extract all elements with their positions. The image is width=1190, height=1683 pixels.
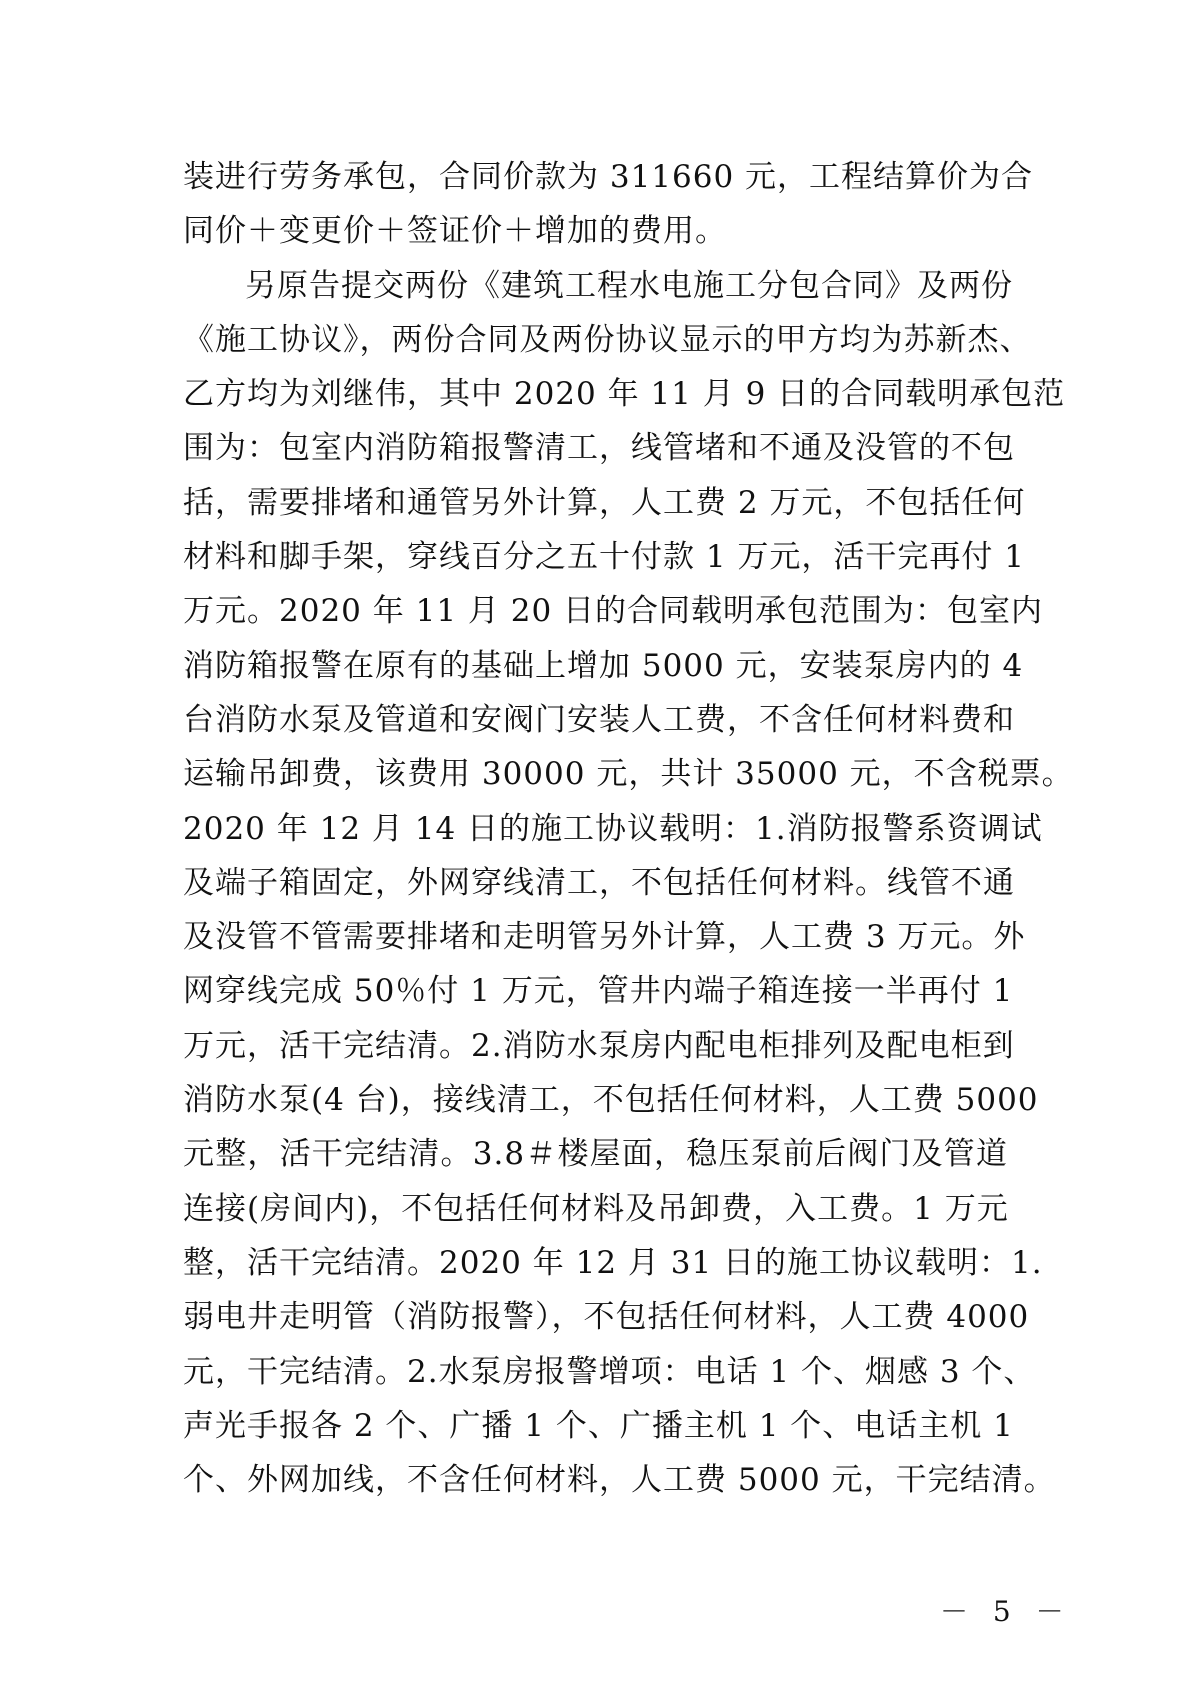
text-line-10: 消防箱报警在原有的基础上增加 5000 元，安装泵房内的 4 — [183, 647, 1024, 684]
text-line-15: 及没管不管需要排堵和走明管另外计算，人工费 3 万元。外 — [183, 919, 1026, 956]
document-body — [183, 150, 1074, 1507]
text-line-14: 及端子箱固定，外网穿线清工，不包括任何材料。线管不通 — [183, 864, 1015, 901]
text-line-4: 《施工协议》，两份合同及两份协议显示的甲方均为苏新杰、 — [183, 321, 1032, 358]
text-line-6: 围为：包室内消防箱报警清工，线管堵和不通及没管的不包 — [183, 430, 1015, 467]
text-line-16: 网穿线完成 50％付 1 万元，管井内端子箱连接一半再付 1 — [183, 973, 1014, 1010]
text-line-25: 个、外网加线，不含任何材料，人工费 5000 元，干完结清。 — [183, 1462, 1056, 1499]
text-line-5: 乙方均为刘继伟，其中 2020 年 11 月 9 日的合同载明承包范 — [183, 376, 1066, 413]
text-line-17: 万元，活干完结清。2.消防水泵房内配电柜排列及配电柜到 — [183, 1027, 1015, 1064]
text-line-1: 装进行劳务承包，合同价款为 311660 元，工程结算价为合 — [183, 159, 1034, 195]
text-line-18: 消防水泵(4 台)，接线清工，不包括任何材料，人工费 5000 — [183, 1082, 1039, 1119]
text-line-9: 万元。2020 年 11 月 20 日的合同载明承包范围为：包室内 — [183, 593, 1044, 630]
text-line-3: 另原告提交两份《建筑工程水电施工分包合同》及两份 — [245, 267, 1013, 304]
text-line-2: 同价＋变更价＋签证价＋增加的费用。 — [183, 213, 727, 250]
text-line-12: 运输吊卸费，该费用 30000 元，共计 35000 元，不含税票。 — [183, 756, 1074, 793]
text-line-24: 声光手报各 2 个、广播 1 个、广播主机 1 个、电话主机 1 — [183, 1407, 1014, 1444]
text-line-22: 弱电井走明管（消防报警），不包括任何材料，人工费 4000 — [183, 1299, 1030, 1336]
page-number: － 5 － — [940, 1595, 1072, 1628]
text-line-23: 元，干完结清。2.水泵房报警增项：电话 1 个、烟感 3 个、 — [183, 1353, 1036, 1390]
text-line-19: 元整，活干完结清。3.8＃楼屋面，稳压泵前后阀门及管道 — [183, 1136, 1008, 1173]
text-line-20: 连接(房间内)，不包括任何材料及吊卸费，入工费。1 万元 — [183, 1190, 1009, 1227]
text-line-11: 台消防水泵及管道和安阀门安装人工费，不含任何材料费和 — [183, 701, 1015, 738]
text-line-8: 材料和脚手架，穿线百分之五十付款 1 万元，活干完再付 1 — [183, 539, 1026, 576]
text-line-7: 括，需要排堵和通管另外计算，人工费 2 万元，不包括任何 — [183, 484, 1026, 521]
text-line-21: 整，活干完结清。2020 年 12 月 31 日的施工协议载明：1. — [183, 1244, 1043, 1281]
text-line-13: 2020 年 12 月 14 日的施工协议载明：1.消防报警系资调试 — [183, 810, 1043, 847]
